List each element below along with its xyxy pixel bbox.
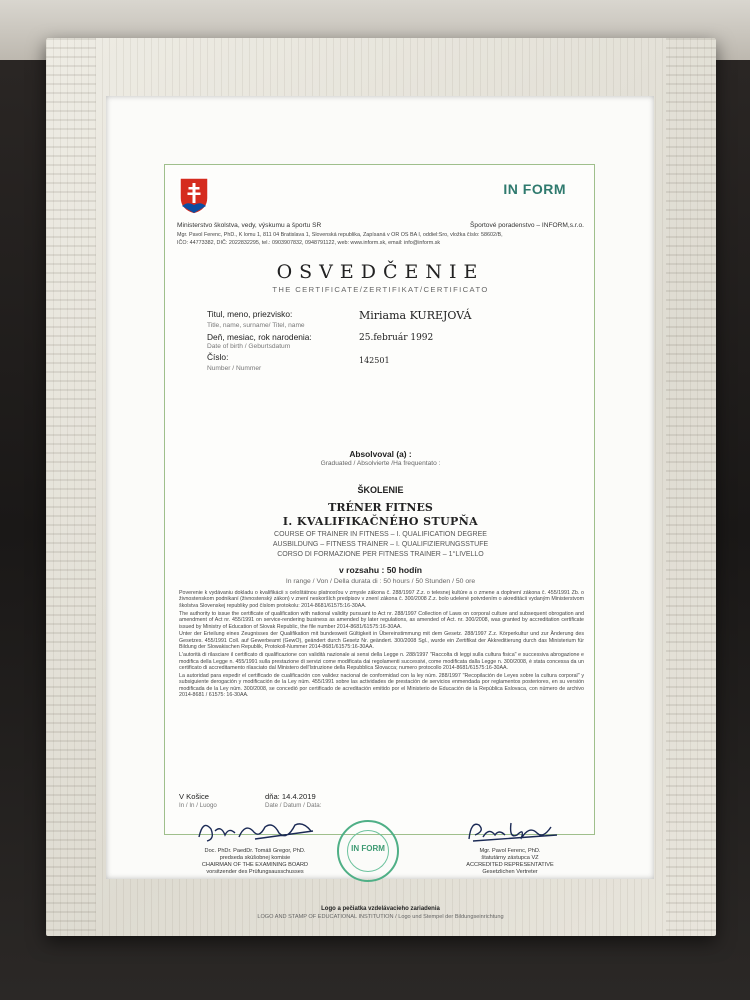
legal-text-de: Unter der Erteilung eines Zeugnisses der Qualifikation mit bundesweit Gültigkeit in Übereinstimmung mit dem Gesetz. 288/1997 Z.z. Körperkultur und zur Änderung des Gesetzes. 455/1991 Coll. auf Gewerbeamt (GewO), geändert durch Gesetz Nr. geändert. 300/2008 Sgl., wurde ein Zertifikat der Akkreditierung durch das Ministerium für Bildung der Slowakischen Republik, Protokoll-Nummer 2014-8681/61575:16-30AA.	[179, 631, 584, 651]
logo-stamp-caption-sub: LOGO AND STAMP OF EDUCATIONAL INSTITUTION / Logo und Stempel der Bildungseinrichtung	[257, 914, 504, 920]
frame-grain-left	[46, 38, 96, 936]
inform-logo: IN FORM	[503, 181, 566, 197]
stamp-logo: IN FORM	[351, 844, 385, 853]
frame-grain-right	[666, 38, 716, 936]
inform-company-name: Športové poradenstvo – INFORM,s.r.o.	[470, 222, 584, 229]
certificate-title: OSVEDČENIE	[276, 261, 485, 283]
course-line-en: COURSE OF TRAINER IN FITNESS – I. QUALIFICATION DEGREE	[274, 531, 487, 538]
chairman-role: predseda skúšobnej komisie	[219, 855, 291, 861]
contact-line-1: Mgr. Pavol Ferenc, PhD., K lomu 1, 811 04 Bratislava 1, Slovenská republika, Zapísaná v OR OS BA I, oddiel:Sro, vložka číslo: 58602/B,	[177, 232, 503, 238]
ministry-name: Ministerstvo školstva, vedy, výskumu a športu SR	[177, 222, 322, 229]
course-scope: v rozsahu : 50 hodín	[338, 565, 423, 575]
representative-role: štatutárny zástupca VZ	[481, 855, 539, 861]
course-type: ŠKOLENIE	[357, 485, 404, 495]
name-sub-label: Title, name, surname/ Titel, name	[207, 322, 305, 329]
representative-role-de: Gesetzlichen Vertreter	[482, 869, 538, 875]
picture-frame	[46, 38, 716, 936]
inform-stamp	[337, 820, 399, 882]
absolved-label: Absolvoval (a) :	[349, 449, 412, 459]
chairman-role-de: vorsitzender des Prüfungsausschusses	[206, 869, 304, 875]
representative-role-en: ACCREDITED REPRESENTATIVE	[466, 862, 554, 868]
date-sub-label: Date / Datum / Data:	[265, 802, 322, 809]
legal-text-en: The authority to issue the certificate of qualification with national validity pursuant to Act nr. 288/1997 Collection of Laws on corporal culture and subsequent obrogation and amendment of Act nr. 455/1991 on service-rendering business as amended by later regulations, as amended of Act. nr. 300/2008, was granted by accreditation certificate issued by Ministry of Education of Slovak Republic, the file number 2014-8681/61575:16-30AA.	[179, 610, 584, 630]
chairman-role-en: CHAIRMAN OF THE EXAMINING BOARD	[201, 862, 309, 868]
number-value: 142501	[359, 356, 390, 365]
chairman-signature	[195, 817, 325, 845]
dob-label: Deň, mesiac, rok narodenia:	[207, 332, 312, 342]
representative-signature-block	[430, 848, 590, 876]
legal-text-es: La autoridad para expedir el certificado de cualificación con validez nacional de conformidad con la ley núm. 288/1997 "Recopilación de Leyes sobre la cultura corporal" y subsiguiente derogación y modificación de la Ley núm. 455/1991 sobre las actividades de prestación de servicios enmendada por reglamentos posteriores, en su versión modificada de la Ley núm. 300/2008, se concedió por certificado de acreditación emitido por el Ministerio de Educación de la República Eslovaca, con número de archivo 2014-8681 / 61575: 16-30AA.	[179, 672, 584, 699]
dob-value: 25.február 1992	[359, 333, 434, 343]
course-scope-sub: In range / Von / Della durata di : 50 hours / 50 Stunden / 50 ore	[285, 578, 476, 585]
absolved-sub-label: Graduated / Absolvierte /Ha frequentato :	[320, 460, 441, 467]
course-line-de: AUSBILDUNG – FITNESS TRAINER – I. QUALIFIZIERUNGSSTUFE	[272, 541, 489, 548]
course-line-it: CORSO DI FORMAZIONE PER FITNESS TRAINER – 1°LIVELLO	[277, 551, 484, 558]
date-label: dňa: 14.4.2019	[265, 792, 316, 801]
name-value: Miriama KUREJOVÁ	[359, 309, 472, 322]
contact-line	[177, 231, 587, 247]
certificate	[164, 164, 595, 920]
slovak-coat-of-arms-icon	[178, 176, 210, 216]
dob-sub-label: Date of birth / Geburtsdatum	[207, 343, 291, 350]
certificate-subtitle: THE CERTIFICATE/ZERTIFIKAT/CERTIFICATO	[272, 285, 489, 294]
frame-mat	[106, 96, 654, 920]
representative-signature	[465, 817, 565, 845]
legal-text	[179, 590, 584, 700]
representative-name: Mgr. Pavol Ferenc, PhD.	[479, 848, 541, 854]
legal-text-it: L'autorità di rilasciare il certificato di qualificazione con validità nazionale ai sensi della Legge n. 288/1997 "Raccolta di leggi sulla cultura fisica" e successiva abrogazione e modifica della Legge n. 455/1991 sulla prestazione di servizi come modificata dai regolamenti successivi, come modificata dalla Legge n. 300/2008, è stata concessa da un certificato di accreditamento rilasciato dal Ministero dell'Istruzione della Repubblica Slovacca; numero protocollo 2014-8681/61575:16-30AA.	[179, 652, 584, 671]
number-label: Číslo:	[207, 352, 229, 362]
chairman-signature-block	[175, 848, 335, 876]
chairman-name: Doc. PhDr. PaedDr. Tomáš Gregor, PhD.	[204, 848, 306, 854]
logo-stamp-caption: Logo a pečiatka vzdelávacieho zariadenia	[321, 906, 440, 912]
course-level: I. KVALIFIKAČNÉHO STUPŇA	[282, 515, 479, 528]
place-label: V Košice	[179, 792, 209, 801]
place-sub-label: In / In / Luogo	[179, 802, 217, 809]
name-label: Titul, meno, priezvisko:	[207, 309, 293, 319]
contact-line-2: IČO: 44773382, DIČ: 2022832295, tel.: 0903907832, 0948791122, web: www.inform.sk, email: info@inform.sk	[177, 240, 441, 246]
number-sub-label: Number / Nummer	[207, 365, 262, 372]
legal-text-sk: Poverenie k vydávaniu dokladu o kvalifikácii s celoštátnou platnosťou v zmysle zákona č. 288/1997 Z.z. o telesnej kultúre a o zmene a doplnení zákona č. 455/1991 Zb. o živnostenskom podnikaní (živnostenský zákon) v znení neskorších predpisov v znení zákona č. 300/2008 Z.z. bolo udelené potvrdením o akreditácii vydaným Ministerstvom školstva Slovenskej republiky pod číslom protokolu: 2014-8681/61575:16-30AA.	[179, 590, 584, 609]
course-name: TRÉNER FITNES	[328, 501, 433, 514]
